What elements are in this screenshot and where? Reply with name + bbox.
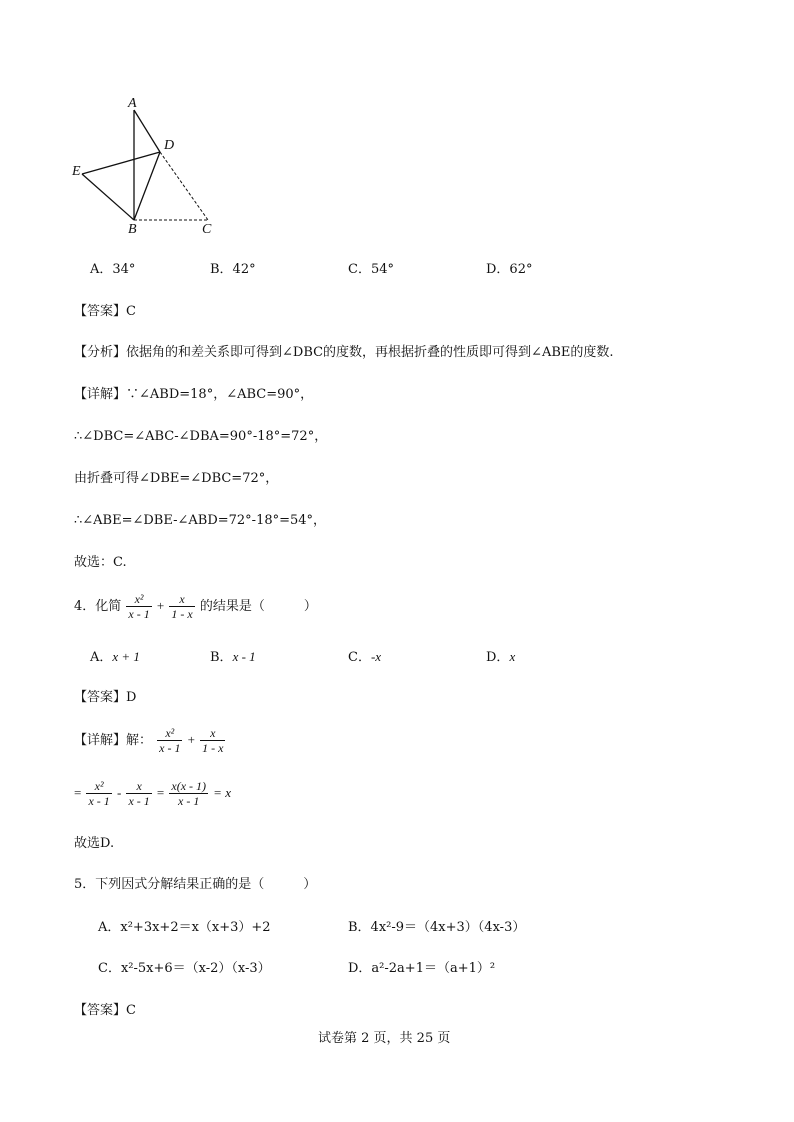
- q4-option-a-label: A．: [90, 650, 113, 665]
- q4-answer: 【答案】D: [74, 690, 137, 705]
- q4-detail-line2: [74, 779, 231, 808]
- q4-tail: 的结果是（ ）: [199, 599, 317, 614]
- q4-option-a: [90, 649, 140, 666]
- q5-answer: 【答案】C: [74, 1003, 136, 1018]
- q4-option-c-value: -x: [370, 649, 382, 664]
- q3-detail-line5: 故选：C.: [74, 555, 127, 570]
- q4-fraction-2: [169, 592, 194, 621]
- label-a: A: [128, 96, 137, 111]
- q4-step2-frac1: [86, 779, 111, 808]
- q4-step2-result: = x: [213, 785, 231, 800]
- q4-step2-frac2-den: x - 1: [128, 794, 150, 808]
- q4-step2-frac3: [169, 779, 208, 808]
- q4-detail-frac2-num: x: [200, 726, 225, 741]
- q3-detail-line3: 由折叠可得∠DBE=∠DBC=72°，: [74, 471, 279, 486]
- triangle-figure: [68, 96, 228, 246]
- q4-choose: 故选D.: [74, 836, 115, 851]
- q4-step2-minus: -: [116, 785, 122, 800]
- q3-analysis: 【分析】依据角的和差关系即可得到∠DBC的度数，再根据折叠的性质即可得到∠ABE的度数.: [74, 345, 614, 360]
- q4-option-a-value: x + 1: [112, 649, 140, 664]
- segment-db: [134, 152, 160, 220]
- q4-step2-frac2-num: x: [126, 779, 151, 794]
- q4-detail-frac2: [200, 726, 225, 755]
- label-d: D: [164, 138, 175, 153]
- q4-frac1-den: x - 1: [128, 607, 150, 621]
- q4-fraction-1: [126, 592, 151, 621]
- q4-option-d: [486, 649, 515, 666]
- q4-frac2-den: 1 - x: [171, 607, 193, 621]
- q4-option-d-value: x: [509, 649, 516, 664]
- q4-step2-frac3-den: x - 1: [178, 794, 200, 808]
- q3-option-b: B．42°: [210, 262, 256, 277]
- q5-option-c: C．x²-5x+6＝（x-2）（x-3）: [98, 961, 271, 976]
- q4-option-c-label: C．: [348, 650, 371, 665]
- q4-option-b-label: B．: [210, 650, 233, 665]
- q4-detail-line1: [74, 726, 226, 755]
- q4-step2-frac3-num: x(x - 1): [171, 779, 207, 793]
- q4-plus: +: [156, 598, 165, 613]
- q3-detail-line1: 【详解】∵∠ABD=18°，∠ABC=90°，: [74, 387, 314, 402]
- q3-detail-line2: ∴∠DBC=∠ABC-∠DBA=90°-18°=72°，: [74, 429, 328, 444]
- q4-step2-eq2: =: [156, 785, 165, 800]
- q4-detail-head: 【详解】解：: [74, 733, 153, 748]
- q4-stem: [74, 592, 317, 621]
- q4-detail-frac2-den: 1 - x: [202, 741, 224, 755]
- label-e: E: [72, 164, 81, 179]
- q4-frac2-num: x: [169, 592, 194, 607]
- q4-option-d-label: D．: [486, 650, 510, 665]
- q4-detail-frac1: [157, 726, 182, 755]
- segment-ed: [82, 152, 160, 174]
- q4-step2-frac2: [126, 779, 151, 808]
- label-c: C: [202, 222, 212, 237]
- q3-option-d: D．62°: [486, 262, 533, 277]
- q4-option-b-value: x - 1: [232, 649, 256, 664]
- q4-detail-plus: +: [187, 732, 195, 747]
- q4-frac1-num: x²: [126, 592, 151, 607]
- q5-option-a: A．x²+3x+2＝x（x+3）+2: [98, 920, 271, 935]
- q4-number: 4．化简: [74, 599, 122, 614]
- q3-detail-line4: ∴∠ABE=∠DBE-∠ABD=72°-18°=54°，: [74, 513, 327, 528]
- q5-option-b: B．4x²-9＝（4x+3）（4x-3）: [348, 920, 526, 935]
- segment-dc-dashed: [160, 152, 208, 220]
- q5-option-d: D．a²-2a+1＝（a+1）²: [348, 961, 496, 976]
- label-b: B: [128, 222, 137, 237]
- q4-step2-frac1-num: x²: [86, 779, 111, 794]
- segment-eb: [82, 174, 134, 220]
- q3-option-c: C．54°: [348, 262, 394, 277]
- q3-option-a: A．34°: [90, 262, 136, 277]
- q4-option-c: [348, 649, 381, 666]
- q5-stem: 5．下列因式分解结果正确的是（ ）: [74, 877, 317, 892]
- q4-option-b: [210, 649, 256, 666]
- q3-answer: 【答案】C: [74, 304, 136, 319]
- page-footer: 试卷第 2 页，共 25 页: [318, 1031, 451, 1046]
- q4-detail-frac1-den: x - 1: [159, 741, 181, 755]
- q4-detail-frac1-num: x²: [157, 726, 182, 741]
- segment-ad: [134, 110, 160, 152]
- q4-step2-frac1-den: x - 1: [88, 794, 110, 808]
- q4-step2-eq: =: [74, 785, 82, 800]
